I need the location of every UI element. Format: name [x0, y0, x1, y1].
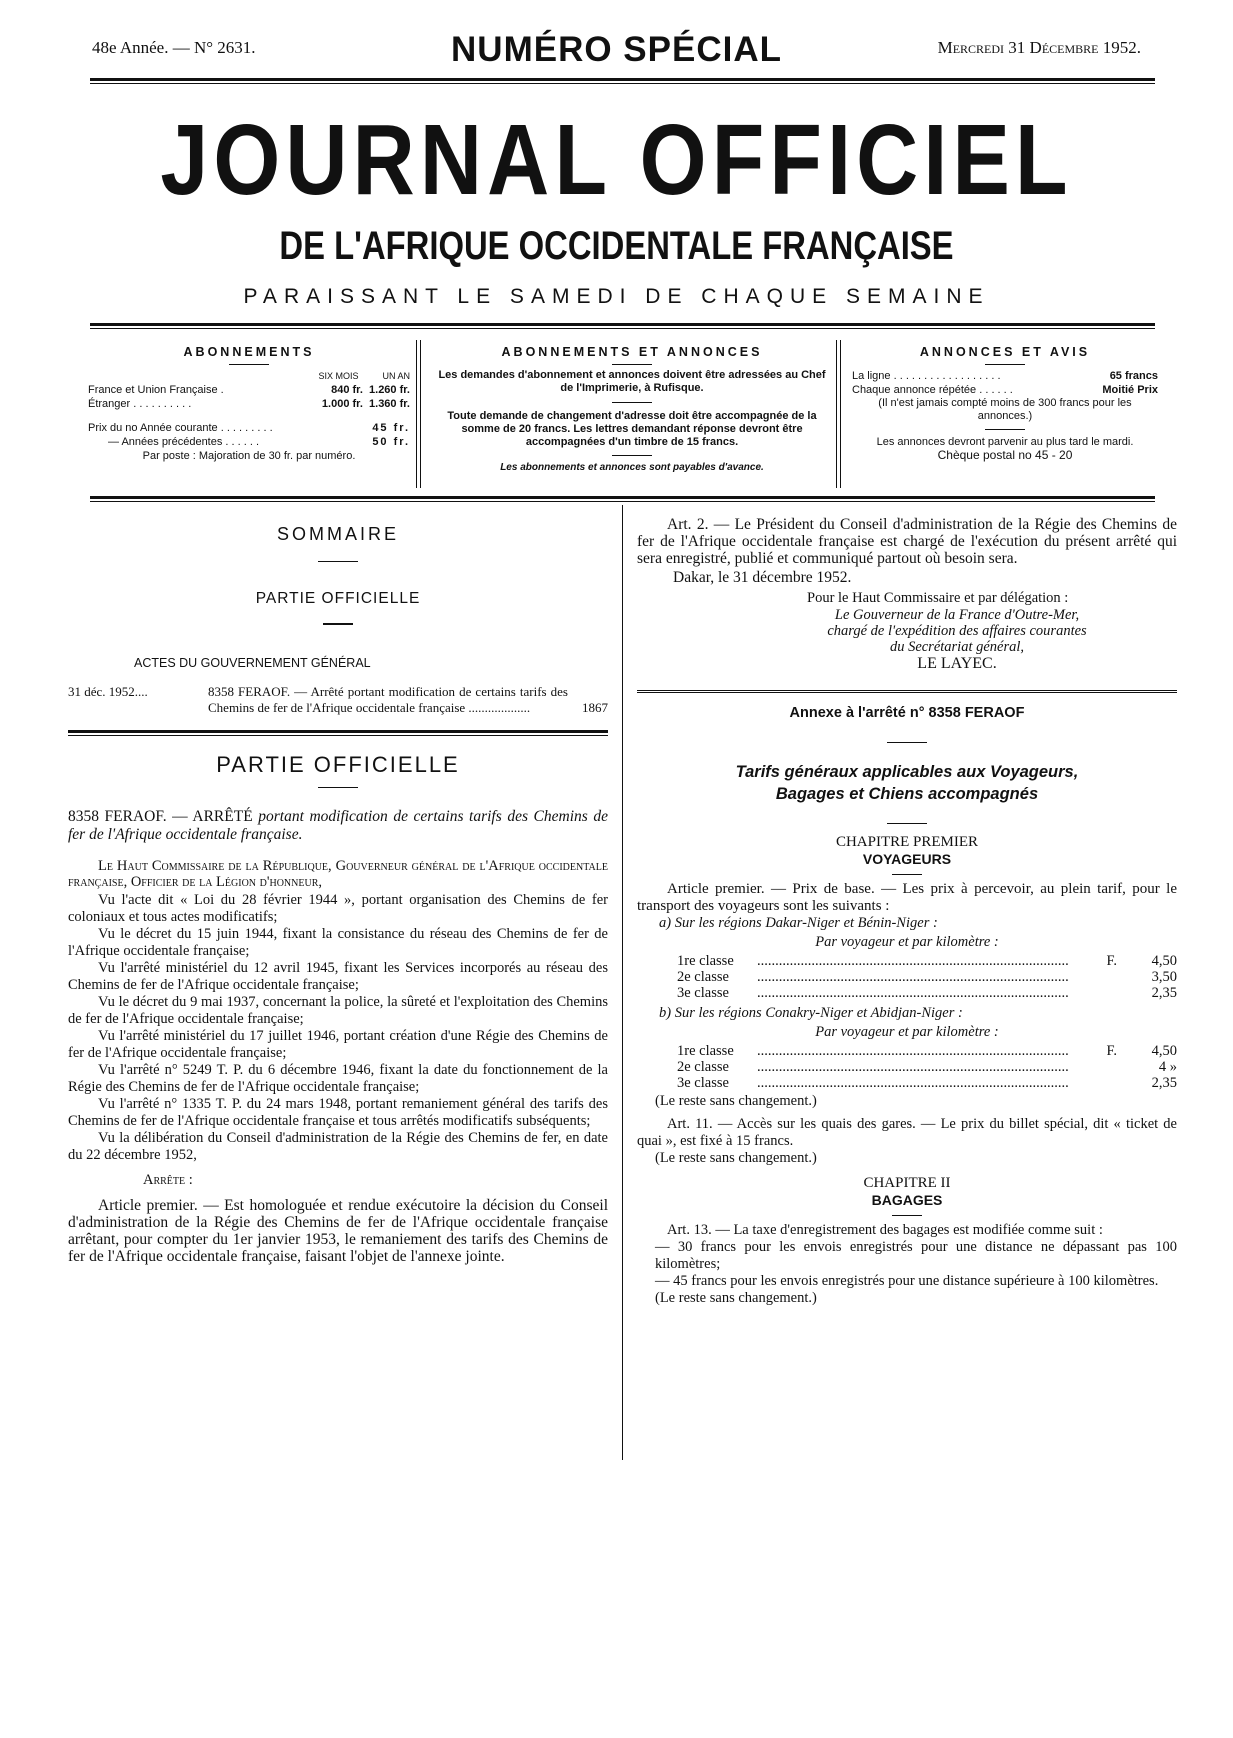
right-column — [637, 516, 1177, 1307]
abo-an-etranger: 1.360 fr. — [369, 398, 410, 410]
classe-label: 2e classe — [677, 969, 729, 985]
sommaire-entry-dots: ................... — [468, 700, 531, 715]
region-a: a) Sur les régions Dakar-Niger et Bénin-Niger : — [659, 915, 938, 931]
divider — [318, 787, 358, 788]
divider — [892, 1215, 922, 1216]
divider — [892, 874, 922, 875]
vu-3: Vu l'arrêté ministériel du 12 avril 1945, fixant les Services incorporés au réseau des Chemins de fer de l'Afrique occidentale française; — [68, 960, 608, 993]
vu-4: Vu le décret du 9 mai 1937, concernant la police, la sûreté et l'exploitation des Chemins de fer de l'Afrique occidentale française; — [68, 994, 608, 1027]
left-partie-heading: PARTIE OFFICIELLE — [216, 752, 460, 777]
unit-f: F. — [1106, 1043, 1117, 1059]
divider — [612, 364, 652, 365]
masthead-rule — [90, 323, 1155, 326]
article-11: Art. 11. — Accès sur les quais des gares. — Le prix du billet spécial, dit « ticket de quai », est fixé à 15 francs. — [637, 1116, 1177, 1149]
sommaire-entry-page: 1867 — [582, 700, 608, 715]
sommaire-entry-date: 31 déc. 1952.... — [68, 684, 148, 699]
journal-subtitle: DE L'AFRIQUE OCCIDENTALE FRANÇAISE — [279, 224, 954, 268]
divider — [985, 364, 1025, 365]
reste-1: (Le reste sans changement.) — [655, 1093, 817, 1109]
sommaire-entry[interactable] — [208, 684, 568, 716]
prix-courante-label: Prix du no Année courante . . . . . . . . . — [88, 422, 273, 434]
annonces-avis-box — [852, 345, 1158, 485]
signature-rule-thin — [637, 692, 1177, 693]
tarif-b-1re: 1re classe ...................................................................................... F. 4,50 — [637, 1043, 1177, 1059]
journal-tagline: PARAISSANT LE SAMEDI DE CHAQUE SEMAINE — [243, 285, 990, 308]
chapitre-2: CHAPITRE II — [863, 1175, 951, 1191]
ligne-value: 65 francs — [1109, 370, 1158, 382]
par-voyageur-a: Par voyageur et par kilomètre : — [815, 934, 999, 950]
vu-6: Vu l'arrêté n° 5249 T. P. du 6 décembre 1946, fixant la date du fonctionnement de la Régie des Chemins de fer de l'Afrique occidentale française; — [68, 1062, 608, 1095]
prix-precedentes-value: 50 fr. — [372, 436, 410, 448]
decision-date: Dakar, le 31 décembre 1952. — [673, 569, 852, 586]
issue-number: 48e Année. — N° 2631. — [92, 38, 256, 57]
arrete-number: 8358 FERAOF. — ARRÊTÉ — [68, 808, 253, 825]
par-voyageur-b: Par voyageur et par kilomètre : — [815, 1024, 999, 1040]
prix-precedentes-label: — Années précédentes . . . . . . — [108, 436, 260, 448]
article-1: Article premier. — Est homologuée et rendue exécutoire la décision du Conseil d'administration de la Régie des Chemins de fer de l'Afrique occidentale française arrêtant, pour compter du 1er janvier 1953, le remaniement des tarifs des Chemins de fer de l'Afrique occidentale française, faisant l'objet de l'annexe jointe. — [68, 1197, 608, 1265]
article-2: Art. 2. — Le Président du Conseil d'administration de la Régie des Chemins de fer de l'Afrique occidentale française est chargé de l'exécution du présent arrêté qui sera enregistré, publié et communiqué partout où besoin sera. — [637, 516, 1177, 567]
tarif-b-2e: 2e classe ...................................................................................... 4 » — [637, 1059, 1177, 1075]
prix-courante-value: 45 fr. — [372, 422, 410, 434]
box-divider-1 — [416, 340, 417, 488]
cheque-postal: Chèque postal no 45 - 20 — [937, 448, 1073, 462]
special-issue-label: NUMÉRO SPÉCIAL — [451, 30, 782, 69]
tarif-value: 4,50 — [1151, 1043, 1177, 1059]
region-b: b) Sur les régions Conakry-Niger et Abidjan-Niger : — [659, 1005, 963, 1021]
sommaire-actes: ACTES DU GOUVERNEMENT GÉNÉRAL — [134, 656, 371, 670]
tarif-value: 3,50 — [1151, 969, 1177, 985]
sommaire-rule — [68, 730, 608, 733]
gouverneur-line2: chargé de l'expédition des affaires courantes — [827, 623, 1087, 639]
annonces-avis-heading: ANNONCES ET AVIS — [919, 345, 1091, 359]
abonnements-annonces-box — [434, 345, 830, 485]
box-divider-2 — [836, 340, 837, 488]
boxes-bottom-rule — [90, 496, 1155, 499]
classe-label: 3e classe — [677, 985, 729, 1001]
unit-f: F. — [1106, 953, 1117, 969]
divider — [318, 561, 358, 562]
signature: LE LAYEC. — [917, 655, 997, 672]
repete-value: Moitié Prix — [1102, 384, 1158, 396]
sommaire-entry-text: 8358 FERAOF. — Arrêté portant modification de certains tarifs des Chemins de fer de l'Afrique occidentale française — [208, 684, 568, 715]
classe-label: 1re classe — [677, 953, 734, 969]
tarif-a-1re: 1re classe ...................................................................................... F. 4,50 — [637, 953, 1177, 969]
column-divider — [622, 505, 623, 1460]
tarif-b-3e: 3e classe ...................................................................................... 2,35 — [637, 1075, 1177, 1091]
tarif-a-2e: 2e classe ...................................................................................... 3,50 — [637, 969, 1177, 985]
tarif-a-3e: 3e classe ...................................................................................... 2,35 — [637, 985, 1177, 1001]
journal-title: JOURNAL OFFICIEL — [160, 104, 1073, 216]
chapitre-1: CHAPITRE PREMIER — [835, 834, 979, 850]
ligne-label: La ligne . . . . . . . . . . . . . . . . . . — [852, 370, 1001, 382]
preamble: Le Haut Commissaire de la République, Gouverneur général de l'Afrique occidentale française, Officier de la Légion d'honneur, — [68, 858, 608, 890]
abo-annonces-p2: Toute demande de changement d'adresse doit être accompagnée de la somme de 20 francs. Les lettres demandant réponse devront être accompagnées d'un timbre de 15 francs. — [447, 410, 817, 448]
vu-7: Vu l'arrêté n° 1335 T. P. du 24 mars 1948, portant remaniement général des tarifs des Chemins de fer de l'Afrique occidentale française et tous arrêtés modificatifs subséquents; — [68, 1096, 608, 1129]
issue-date: Mercredi 31 Décembre 1952. — [937, 38, 1141, 57]
reste-2: (Le reste sans changement.) — [655, 1150, 817, 1166]
divider — [323, 623, 353, 625]
abonnements-heading: ABONNEMENTS — [183, 345, 315, 359]
divider — [229, 364, 269, 365]
poste-majoration: Par poste : Majoration de 30 fr. par numéro. — [142, 450, 356, 462]
col-un-an: UN AN — [382, 371, 410, 381]
box-divider-1b — [420, 340, 421, 488]
bagage-2: — 45 francs pour les envois enregistrés pour une distance supérieure à 100 kilomètres. — [655, 1273, 1159, 1289]
vu-1: Vu l'acte dit « Loi du 28 février 1944 », portant organisation des Chemins de fer coloniaux et tous actes modificatifs; — [68, 892, 608, 925]
article-13: Art. 13. — La taxe d'enregistrement des bagages est modifiée comme suit : — [667, 1222, 1103, 1238]
classe-label: 3e classe — [677, 1075, 729, 1091]
signature-rule — [637, 690, 1177, 691]
divider — [985, 429, 1025, 430]
repete-label: Chaque annonce répétée . . . . . . — [852, 384, 1013, 396]
gouverneur-line1: Le Gouverneur de la France d'Outre-Mer, — [834, 607, 1080, 623]
boxes-bottom-rule-thin — [90, 501, 1155, 502]
gouverneur-line3: du Secrétariat général, — [889, 639, 1025, 655]
divider — [887, 823, 927, 824]
col-six-mois: SIX MOIS — [318, 371, 359, 381]
masthead-rule-thin — [90, 328, 1155, 329]
divider — [887, 742, 927, 743]
arrete-title: portant modification de certains tarifs des Chemins de fer de l'Afrique occidentale française. — [68, 808, 608, 843]
header-rule-thin — [90, 83, 1155, 84]
annonces-delai: Les annonces devront parvenir au plus tard le mardi. — [876, 436, 1134, 448]
annonces-note: (Il n'est jamais compté moins de 300 francs pour les annonces.) — [878, 397, 1132, 422]
tarifs-title-2: Bagages et Chiens accompagnés — [775, 785, 1039, 803]
delegation: Pour le Haut Commissaire et par délégation : — [807, 590, 1069, 606]
sommaire-heading: SOMMAIRE — [276, 524, 399, 544]
classe-label: 1re classe — [677, 1043, 734, 1059]
vu-5: Vu l'arrêté ministériel du 17 juillet 1946, portant création d'une Régie des Chemins de fer de l'Afrique occidentale française; — [68, 1028, 608, 1061]
tarifs-title-1: Tarifs généraux applicables aux Voyageurs, — [735, 763, 1079, 781]
tarif-value: 4 » — [1158, 1059, 1177, 1075]
annexe-heading: Annexe à l'arrêté n° 8358 FERAOF — [789, 705, 1025, 721]
reste-3: (Le reste sans changement.) — [655, 1290, 817, 1306]
bagage-1: — 30 francs pour les envois enregistrés pour une distance ne dépassant pas 100 kilomètres; — [655, 1239, 1177, 1272]
vu-2: Vu le décret du 15 juin 1944, fixant la consistance du réseau des Chemins de fer de l'Afrique occidentale française; — [68, 926, 608, 959]
tarif-value: 2,35 — [1151, 1075, 1177, 1091]
tarif-article-1: Article premier. — Prix de base. — Les prix à percevoir, au plein tarif, pour le transport des voyageurs sont les suivants : — [637, 881, 1177, 914]
tarif-value: 2,35 — [1151, 985, 1177, 1001]
classe-label: 2e classe — [677, 1059, 729, 1075]
chapitre-1-title: VOYAGEURS — [862, 851, 952, 867]
abo-an-france: 1.260 fr. — [369, 384, 410, 396]
abonnements-box — [88, 345, 410, 485]
abo-label-etranger: Étranger . . . . . . . . . . — [88, 398, 192, 410]
chapitre-2-title: BAGAGES — [871, 1192, 943, 1208]
sommaire-partie: PARTIE OFFICIELLE — [255, 590, 421, 607]
abo-six-france: 840 fr. — [331, 384, 363, 396]
box-divider-2b — [840, 340, 841, 488]
abo-label-france: France et Union Française . — [88, 384, 224, 396]
arrete-label: Arrête : — [143, 1172, 193, 1188]
divider — [612, 402, 652, 403]
divider — [612, 455, 652, 456]
header-rule — [90, 78, 1155, 81]
abo-annonces-heading: ABONNEMENTS ET ANNONCES — [501, 345, 763, 359]
left-column — [68, 520, 608, 1265]
abo-six-etranger: 1.000 fr. — [321, 398, 363, 410]
tarif-value: 4,50 — [1151, 953, 1177, 969]
abo-annonces-p1: Les demandes d'abonnement et annonces doivent être adressées au Chef de l'Imprimerie, à Rufisque. — [438, 369, 826, 394]
vu-8: Vu la délibération du Conseil d'administration de la Régie des Chemins de fer, en date du 22 décembre 1952, — [68, 1130, 608, 1163]
sommaire-rule-thin — [68, 735, 608, 736]
abo-annonces-p3: Les abonnements et annonces sont payables d'avance. — [500, 462, 764, 473]
